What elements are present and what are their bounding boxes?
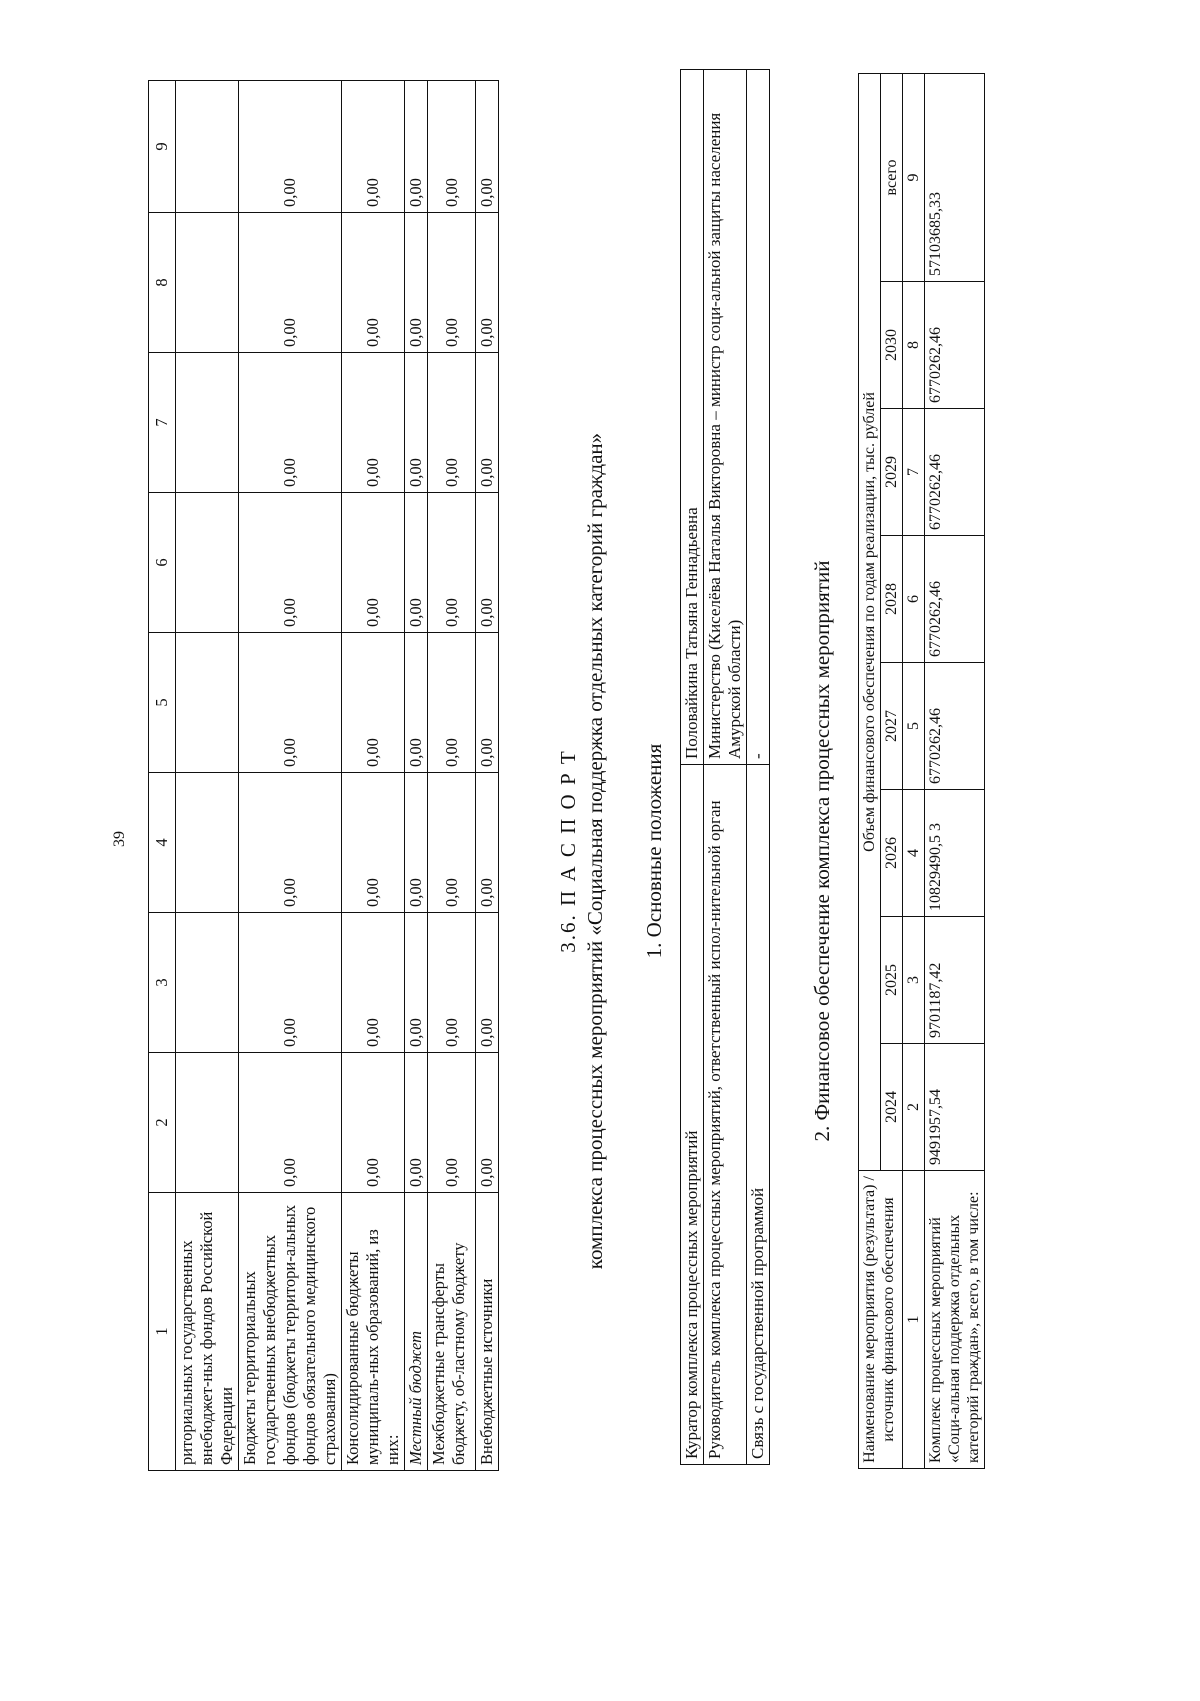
year-cell: 2025 [881, 917, 903, 1044]
provision-label: Связь с государственной программой [747, 765, 770, 1465]
table-cell: 6770262,46 [925, 409, 985, 536]
column-number: 4 [149, 773, 176, 913]
column-number: 9 [903, 73, 925, 281]
page-number: 39 [111, 831, 128, 847]
table-cell: 0,00 [428, 213, 476, 353]
table-cell: 0,00 [428, 353, 476, 493]
table-cell: 0,00 [428, 773, 476, 913]
table-cell: 0,00 [405, 493, 428, 633]
column-number: 6 [903, 536, 925, 663]
row-label: Внебюджетные источники [476, 1193, 499, 1471]
table-cell: 0,00 [239, 913, 342, 1053]
column-number: 8 [903, 282, 925, 409]
header-volume: Объем финансового обеспечения по годам реализации, тыс. рублей [859, 73, 881, 1170]
table-cell: 0,00 [405, 633, 428, 773]
table-header-row [903, 73, 925, 1468]
table-cell: 9701187,42 [925, 917, 985, 1044]
column-number: 4 [903, 790, 925, 917]
table-cell: 0,00 [405, 81, 428, 213]
table-cell: 0,00 [239, 493, 342, 633]
section-1-title: 1. Основные положения [642, 743, 666, 959]
table-row [342, 81, 405, 1471]
table-row [925, 73, 985, 1468]
table-cell: 0,00 [239, 353, 342, 493]
row-label: Местный бюджет [405, 1193, 428, 1471]
table-cell [176, 493, 239, 633]
column-number: 1 [149, 1193, 176, 1471]
table-cell: 0,00 [405, 1053, 428, 1193]
table-row [476, 81, 499, 1471]
column-number: 2 [903, 1044, 925, 1171]
table-cell: 0,00 [342, 773, 405, 913]
table-cell: 6770262,46 [925, 663, 985, 790]
year-cell: 2024 [881, 1044, 903, 1171]
year-cell: 2028 [881, 536, 903, 663]
header-name: Наименование мероприятия (результата) / источник финансового обеспечения [859, 1171, 903, 1469]
table-cell: 0,00 [342, 1053, 405, 1193]
table-cell: 0,00 [405, 913, 428, 1053]
column-number: 7 [903, 409, 925, 536]
table-cell [176, 913, 239, 1053]
year-cell: 2026 [881, 790, 903, 917]
table-row [428, 81, 476, 1471]
row-label: Комплекс процессных мероприятий «Соци-альная поддержка отдельных категорий граждан», всего, в том числе: [925, 1171, 985, 1469]
table-cell: 0,00 [428, 493, 476, 633]
provision-label: Куратор комплекса процессных мероприятий [681, 765, 704, 1465]
table-cell: 0,00 [428, 81, 476, 213]
table-cell: 57103685,33 [925, 73, 985, 281]
table-cell: 0,00 [476, 773, 499, 913]
table-cell: 0,00 [428, 913, 476, 1053]
table-cell: 9491957,54 [925, 1044, 985, 1171]
table-cell: 0,00 [405, 213, 428, 353]
column-number: 3 [149, 913, 176, 1053]
column-number: 5 [149, 633, 176, 773]
table-row [681, 70, 704, 1465]
year-cell: 2030 [881, 282, 903, 409]
table-cell: 0,00 [476, 353, 499, 493]
row-label: Консолидированные бюджеты муниципаль-ных образований, из них: [342, 1193, 405, 1471]
financing-table [858, 73, 985, 1469]
column-number: 7 [149, 353, 176, 493]
provision-label: Руководитель комплекса процессных мероприятий, ответственный испол-нительной орган [704, 765, 747, 1465]
table-cell: 0,00 [476, 633, 499, 773]
column-number: 6 [149, 493, 176, 633]
table-cell [176, 633, 239, 773]
table-cell: 0,00 [476, 81, 499, 213]
table-cell [176, 1053, 239, 1193]
table-row [747, 70, 770, 1465]
column-number: 5 [903, 663, 925, 790]
table-cell: 0,00 [239, 633, 342, 773]
year-cell: всего [881, 73, 903, 281]
provision-value: Министерство (Киселёва Наталья Викторовна – министр соци-альной защиты населения Амурской области) [704, 70, 747, 765]
main-provisions-table [680, 69, 770, 1465]
column-number: 2 [149, 1053, 176, 1193]
table-cell [176, 773, 239, 913]
column-number: 3 [903, 917, 925, 1044]
table-cell: 0,00 [428, 633, 476, 773]
table-cell: 10829490,5 3 [925, 790, 985, 917]
table-cell [176, 353, 239, 493]
table-cell: 0,00 [342, 213, 405, 353]
column-number: 9 [149, 81, 176, 213]
provision-value: - [747, 70, 770, 765]
table-cell: 0,00 [342, 913, 405, 1053]
table-cell: 0,00 [405, 353, 428, 493]
table-cell: 0,00 [476, 1053, 499, 1193]
table-cell [176, 213, 239, 353]
table-cell: 0,00 [342, 633, 405, 773]
table-header-row [149, 81, 176, 1471]
column-number: 1 [903, 1171, 925, 1469]
table-header-row [859, 73, 881, 1468]
row-label: Бюджеты территориальных государственных внебюджетных фондов (бюджеты территори-альных фондов обязательного медицинского страхования) [239, 1193, 342, 1471]
table-cell: 6770262,46 [925, 282, 985, 409]
table-cell: 0,00 [342, 493, 405, 633]
provision-value: Половайкина Татьяна Геннадьевна [681, 70, 704, 765]
row-label: Межбюджетные трансферты бюджету, об-ластному бюджету [428, 1193, 476, 1471]
table-cell: 0,00 [239, 1053, 342, 1193]
table-cell: 0,00 [428, 1053, 476, 1193]
year-cell: 2027 [881, 663, 903, 790]
section-2-title: 2. Финансовое обеспечение комплекса процессных мероприятий [810, 560, 834, 1142]
sources-table [148, 80, 499, 1471]
table-cell: 0,00 [405, 773, 428, 913]
table-cell: 0,00 [342, 353, 405, 493]
row-label: риториальных государственных внебюджет-ных фондов Российской Федерации [176, 1193, 239, 1471]
table-cell: 0,00 [342, 81, 405, 213]
column-number: 8 [149, 213, 176, 353]
passport-subtitle: комплекса процессных мероприятий «Социальная поддержка отдельных категорий граждан» [583, 432, 607, 1270]
table-row [239, 81, 342, 1471]
table-cell [176, 81, 239, 213]
table-cell: 0,00 [476, 913, 499, 1053]
table-cell: 0,00 [239, 213, 342, 353]
table-row [405, 81, 428, 1471]
table-cell: 0,00 [476, 493, 499, 633]
table-cell: 0,00 [239, 81, 342, 213]
year-cell: 2029 [881, 409, 903, 536]
passport-title: 3.6. П А С П О Р Т [556, 749, 580, 953]
table-cell: 0,00 [476, 213, 499, 353]
table-row [704, 70, 747, 1465]
table-row [176, 81, 239, 1471]
table-cell: 6770262,46 [925, 536, 985, 663]
table-cell: 0,00 [239, 773, 342, 913]
